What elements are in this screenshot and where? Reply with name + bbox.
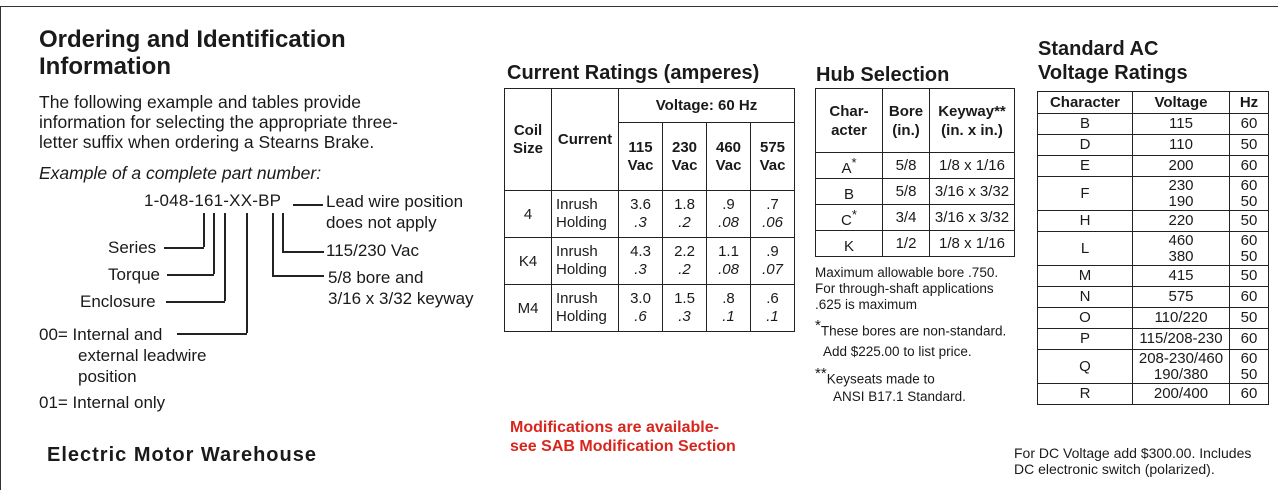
hub-character-star: * <box>851 206 857 222</box>
voltage-value-line: 110/220 <box>1154 309 1208 326</box>
hub-bore-cell: 5/8 <box>883 179 930 205</box>
hz-value-line: 60 <box>1240 176 1258 194</box>
voltage-character-cell: H <box>1038 211 1133 232</box>
voltage-character-cell: N <box>1038 287 1133 308</box>
voltage-character-cell: F <box>1038 177 1133 211</box>
current-value-cell <box>751 285 795 332</box>
hub-character: A <box>841 159 852 177</box>
current-value-cell <box>707 238 751 285</box>
hub-character: C <box>841 211 852 229</box>
leader-line <box>272 213 274 275</box>
hub-selection-title: Hub Selection <box>816 64 950 86</box>
brand-name: Electric Motor Warehouse <box>47 444 317 466</box>
current-type-cell <box>552 191 619 238</box>
hub-note-line: Keyseats made to <box>826 371 935 386</box>
leader-line <box>164 247 204 249</box>
voltage-hz-cell <box>1230 156 1269 177</box>
current-value-cell <box>663 285 707 332</box>
hub-row <box>816 231 1015 257</box>
hz-value-line: 60 <box>1240 157 1258 174</box>
voltage-value: 575 <box>759 138 786 156</box>
inrush-label: Inrush <box>556 196 598 213</box>
voltage-value-line: 190 <box>1168 192 1194 210</box>
hz-value-line: 50 <box>1240 365 1258 383</box>
col-keyway-line1: Keyway** <box>938 102 1006 120</box>
current-value-cell <box>751 191 795 238</box>
holding-value: .3 <box>634 214 647 231</box>
hub-note-line: For through-shaft applications <box>815 281 994 296</box>
leader-line <box>167 274 214 276</box>
col-character-line2: acter <box>831 121 867 139</box>
ordering-title-line2: Information <box>39 53 171 80</box>
hz-value-line: 50 <box>1240 212 1258 229</box>
voltage-value-cell <box>1133 211 1230 232</box>
voltage-hz-cell <box>1230 287 1269 308</box>
holding-value: .2 <box>678 214 691 231</box>
col-bore <box>883 89 930 153</box>
voltage-row <box>1038 329 1269 350</box>
voltage-row <box>1038 384 1269 405</box>
voltage-value: 230 <box>671 138 698 156</box>
callout-bore-line1: 5/8 bore and <box>328 268 424 287</box>
hz-value-line: 50 <box>1240 192 1258 210</box>
voltage-unit: Vac <box>759 156 786 174</box>
part-number: 1-048-161-XX-BP <box>144 191 282 210</box>
voltage-value-cell <box>1133 287 1230 308</box>
voltage-ratings-title <box>1038 37 1188 85</box>
holding-value: .08 <box>718 214 739 231</box>
voltage-row <box>1038 177 1269 211</box>
voltage-character-cell: B <box>1038 114 1133 135</box>
label-00-line2: external leadwire <box>78 346 207 365</box>
col-keyway <box>930 89 1015 153</box>
current-value-cell <box>663 191 707 238</box>
hz-value-line: 50 <box>1240 247 1258 265</box>
hub-bore-cell: 5/8 <box>883 153 930 179</box>
hub-notes <box>815 265 1006 405</box>
leader-line <box>282 213 284 251</box>
voltage-value-line: 230 <box>1168 176 1194 194</box>
inrush-value: .7 <box>766 196 779 213</box>
voltage-unit: Vac <box>671 156 698 174</box>
inrush-label: Inrush <box>556 290 598 307</box>
ordering-title-line1: Ordering and Identification <box>39 26 346 53</box>
callout-lead-line2: does not apply <box>326 213 437 232</box>
holding-value: .6 <box>634 308 647 325</box>
voltage-value-cell <box>1133 156 1230 177</box>
voltage-row <box>1038 135 1269 156</box>
current-ratings-row <box>505 191 795 238</box>
current-type-cell <box>552 238 619 285</box>
voltage-row <box>1038 266 1269 287</box>
holding-value: .3 <box>678 308 691 325</box>
current-type-cell <box>552 285 619 332</box>
hz-value-line: 60 <box>1240 231 1258 249</box>
inrush-label: Inrush <box>556 243 598 260</box>
voltage-ratings-body <box>1038 114 1269 405</box>
inrush-value: .6 <box>766 290 779 307</box>
label-enclosure: Enclosure <box>80 292 156 311</box>
hz-value-line: 60 <box>1240 288 1258 305</box>
voltage-value-line: 115/208-230 <box>1139 330 1223 347</box>
ordering-title <box>39 26 346 80</box>
coil-size-cell: K4 <box>505 238 552 285</box>
voltage-value-cell <box>1133 177 1230 211</box>
inrush-value: 2.2 <box>674 243 695 260</box>
voltage-value: 460 <box>715 138 742 156</box>
voltage-character-cell: D <box>1038 135 1133 156</box>
col-current: Current <box>552 89 619 191</box>
inrush-value: 1.1 <box>718 243 739 260</box>
hub-keyway-cell: 1/8 x 1/16 <box>930 153 1015 179</box>
col-character <box>816 89 883 153</box>
voltage-value-line: 460 <box>1168 231 1194 249</box>
hz-value-line: 60 <box>1240 330 1258 347</box>
hub-note-line: Add $225.00 to list price. <box>823 343 972 359</box>
holding-label: Holding <box>556 214 607 231</box>
voltage-title-line1: Standard AC <box>1038 38 1159 60</box>
label-00-line3: position <box>78 367 137 386</box>
hz-value-line: 60 <box>1240 115 1258 132</box>
voltage-hz-cell <box>1230 232 1269 266</box>
voltage-value-line: 380 <box>1168 247 1194 265</box>
col-bore-line1: Bore <box>888 102 924 120</box>
voltage-value-cell <box>1133 232 1230 266</box>
holding-value: .08 <box>718 261 739 278</box>
hub-character-cell <box>816 179 883 205</box>
voltage-value-line: 200/400 <box>1153 385 1209 402</box>
voltage-value-cell <box>1133 135 1230 156</box>
voltage-value-line: 110 <box>1169 136 1193 153</box>
dc-note-line1: For DC Voltage add $300.00. Includes <box>1014 445 1252 461</box>
voltage-value-line: 220 <box>1168 212 1194 229</box>
holding-label: Holding <box>556 308 607 325</box>
col-v-character: Character <box>1038 92 1133 114</box>
holding-value: .3 <box>634 261 647 278</box>
voltage-row <box>1038 350 1269 384</box>
leader-line <box>203 213 205 247</box>
col-character-line1: Char- <box>829 102 869 120</box>
voltage-row <box>1038 287 1269 308</box>
voltage-value-cell <box>1133 384 1230 405</box>
voltage-hz-cell <box>1230 308 1269 329</box>
col-v-hz: Hz <box>1230 92 1269 114</box>
hub-character-cell <box>816 231 883 257</box>
hub-note-star: ** <box>815 364 827 382</box>
inrush-value: 3.6 <box>630 196 651 213</box>
hub-selection-body <box>816 153 1015 257</box>
voltage-column-header <box>663 123 707 191</box>
inrush-value: .9 <box>766 243 779 260</box>
hz-value-line: 50 <box>1240 267 1258 284</box>
current-ratings-row <box>505 285 795 332</box>
inrush-value: 4.3 <box>630 243 651 260</box>
hz-value-line: 60 <box>1240 385 1258 402</box>
callout-voltage: 115/230 Vac <box>326 241 419 260</box>
leader-line <box>272 275 324 277</box>
label-01: 01= Internal only <box>39 393 166 412</box>
current-ratings-title: Current Ratings (amperes) <box>507 62 760 84</box>
voltage-row <box>1038 308 1269 329</box>
dc-voltage-note <box>1014 445 1251 477</box>
hub-note-star: * <box>815 317 821 334</box>
voltage-value-cell <box>1133 266 1230 287</box>
current-ratings-table <box>504 88 795 332</box>
modifications-line1: Modifications are available- <box>510 419 719 436</box>
voltage-character-cell: Q <box>1038 350 1133 384</box>
hub-character-cell <box>816 205 883 231</box>
leader-line <box>246 213 248 333</box>
callout-lead-wire <box>326 191 463 233</box>
callout-bore <box>328 267 474 309</box>
leader-line <box>282 251 324 253</box>
holding-value: .1 <box>766 308 779 325</box>
current-value-cell <box>619 191 663 238</box>
hub-bore-cell: 3/4 <box>883 205 930 231</box>
voltage-header: Voltage: 60 Hz <box>619 89 795 123</box>
hz-value-line: 60 <box>1240 349 1258 367</box>
col-bore-line2: (in.) <box>892 121 920 139</box>
hub-keyway-cell: 3/16 x 3/32 <box>930 205 1015 231</box>
voltage-character-cell: E <box>1038 156 1133 177</box>
label-torque: Torque <box>108 265 160 284</box>
voltage-character-cell: M <box>1038 266 1133 287</box>
voltage-column-header <box>707 123 751 191</box>
intro-line: The following example and tables provide <box>39 92 361 112</box>
voltage-unit: Vac <box>627 156 654 174</box>
voltage-row <box>1038 211 1269 232</box>
hub-selection-table <box>815 88 1015 257</box>
voltage-value-line: 190/380 <box>1153 365 1209 383</box>
current-ratings-body <box>505 191 795 332</box>
voltage-value-line: 415 <box>1168 267 1194 284</box>
voltage-ratings-table <box>1037 91 1269 405</box>
inrush-value: .8 <box>722 290 735 307</box>
voltage-value-cell <box>1133 329 1230 350</box>
leader-line <box>213 213 215 274</box>
intro-line: letter suffix when ordering a Stearns Brake. <box>39 132 375 152</box>
voltage-hz-cell <box>1230 266 1269 287</box>
modifications-note <box>510 418 736 456</box>
voltage-hz-cell <box>1230 177 1269 211</box>
inrush-value: 1.8 <box>674 196 695 213</box>
coil-size-cell: M4 <box>505 285 552 332</box>
voltage-hz-cell <box>1230 329 1269 350</box>
coil-size-cell: 4 <box>505 191 552 238</box>
voltage-value-line: 575 <box>1168 288 1194 305</box>
voltage-character-cell: O <box>1038 308 1133 329</box>
hub-character-star: * <box>851 154 857 170</box>
voltage-value-line: 115 <box>1169 115 1193 132</box>
ordering-intro <box>39 92 398 152</box>
label-series: Series <box>108 238 157 257</box>
modifications-line2: see SAB Modification Section <box>510 438 736 455</box>
hub-character-cell <box>816 153 883 179</box>
voltage-value-cell <box>1133 114 1230 135</box>
holding-value: .2 <box>678 261 691 278</box>
voltage-hz-cell <box>1230 350 1269 384</box>
leader-line <box>166 301 225 303</box>
inrush-value: 3.0 <box>630 290 651 307</box>
col-coil-line1: Coil <box>513 121 543 139</box>
hub-note-line: .625 is maximum <box>815 297 918 312</box>
hub-keyway-cell: 3/16 x 3/32 <box>930 179 1015 205</box>
example-label: Example of a complete part number: <box>39 163 322 183</box>
voltage-row <box>1038 232 1269 266</box>
current-value-cell <box>707 191 751 238</box>
voltage-value-cell <box>1133 350 1230 384</box>
hub-note-line: These bores are non-standard. <box>820 323 1007 339</box>
hub-row <box>816 153 1015 179</box>
col-coil-line2: Size <box>512 139 543 157</box>
voltage-hz-cell <box>1230 211 1269 232</box>
hub-row <box>816 205 1015 231</box>
leader-line <box>293 204 323 206</box>
col-keyway-line2: (in. x in.) <box>941 121 1003 139</box>
current-value-cell <box>619 285 663 332</box>
voltage-title-line2: Voltage Ratings <box>1038 62 1188 84</box>
label-00-line1: 00= Internal and <box>39 325 163 344</box>
holding-value: .1 <box>722 308 735 325</box>
voltage-column-header <box>619 123 663 191</box>
voltage-row <box>1038 114 1269 135</box>
voltage-character-cell: L <box>1038 232 1133 266</box>
voltage-character-cell: R <box>1038 384 1133 405</box>
callout-lead-line1: Lead wire position <box>326 192 464 211</box>
callout-bore-line2: 3/16 x 3/32 keyway <box>328 289 474 308</box>
holding-label: Holding <box>556 261 607 278</box>
current-value-cell <box>707 285 751 332</box>
voltage-row <box>1038 156 1269 177</box>
inrush-value: .9 <box>722 196 735 213</box>
intro-line: information for selecting the appropriate three- <box>39 112 398 132</box>
leader-line <box>224 213 226 301</box>
current-value-cell <box>619 238 663 285</box>
col-v-voltage: Voltage <box>1133 92 1230 114</box>
hub-character: K <box>843 237 854 255</box>
voltage-value-line: 200 <box>1168 157 1194 174</box>
hub-note-line: ANSI B17.1 Standard. <box>833 389 966 404</box>
voltage-column-header <box>751 123 795 191</box>
hz-value-line: 50 <box>1240 136 1258 153</box>
current-value-cell <box>663 238 707 285</box>
voltage-hz-cell <box>1230 135 1269 156</box>
hub-row <box>816 179 1015 205</box>
voltage-character-cell: P <box>1038 329 1133 350</box>
col-coil-size <box>505 89 552 191</box>
current-ratings-row <box>505 238 795 285</box>
voltage-value-line: 208-230/460 <box>1138 349 1224 367</box>
voltage-hz-cell <box>1230 384 1269 405</box>
current-value-cell <box>751 238 795 285</box>
voltage-value: 115 <box>628 138 653 156</box>
inrush-value: 1.5 <box>674 290 695 307</box>
voltage-value-cell <box>1133 308 1230 329</box>
hz-value-line: 50 <box>1240 309 1258 326</box>
voltage-unit: Vac <box>715 156 742 174</box>
label-00 <box>39 324 207 387</box>
hub-character: B <box>843 185 854 203</box>
hub-keyway-cell: 1/8 x 1/16 <box>930 231 1015 257</box>
hub-note-line: Maximum allowable bore .750. <box>815 265 999 280</box>
holding-value: .07 <box>762 261 783 278</box>
holding-value: .06 <box>762 214 783 231</box>
voltage-hz-cell <box>1230 114 1269 135</box>
dc-note-line2: DC electronic switch (polarized). <box>1014 461 1215 477</box>
hub-bore-cell: 1/2 <box>883 231 930 257</box>
